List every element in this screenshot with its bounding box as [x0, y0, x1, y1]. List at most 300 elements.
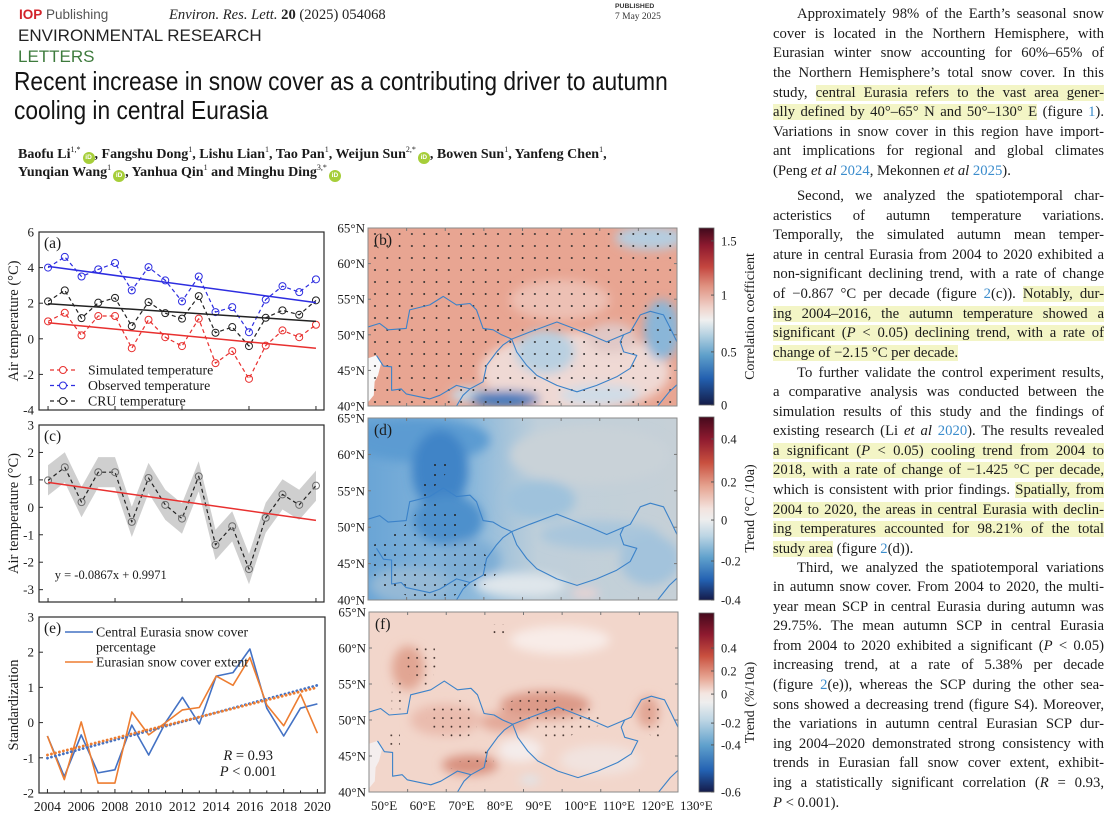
orcid-icon[interactable]: iD — [113, 170, 125, 182]
y-tick-label: 1 — [27, 679, 34, 695]
y-tick-label: -1 — [23, 527, 34, 543]
text-span: ing 2004–2020 demonstrated strong consistency with — [773, 735, 1104, 752]
author-name[interactable]: Weijun Sun — [335, 147, 406, 162]
legend-item — [50, 363, 213, 378]
annotation: R = 0.93 — [223, 747, 274, 764]
colorbar-tick-label: -0.4 — [721, 738, 741, 753]
legend-marker — [60, 398, 67, 405]
text-span: sons showed a decreasing trend (figure S4). Moreover, — [773, 696, 1104, 713]
legend — [65, 625, 249, 670]
affiliation-marker: 1 — [188, 145, 193, 154]
text-span: P — [1043, 637, 1053, 654]
data-point — [145, 316, 152, 323]
author-name[interactable]: Yanhua Qin — [131, 165, 204, 180]
colorbar-tick-label: -0.2 — [721, 716, 741, 731]
affiliation-marker: 1 — [265, 145, 270, 154]
colorbar-label: Trend (°C /10a) — [743, 464, 758, 553]
text-span: ing a statistically significant correlation ( — [773, 775, 1040, 792]
colorbar-tick-label: 1.5 — [721, 234, 737, 249]
text-span: trends in Eurasian fall snow cover extent, exhibit- — [773, 755, 1104, 772]
data-point — [179, 343, 186, 350]
y-tick-label: -2 — [23, 366, 34, 382]
lat-tick-label: 45°N — [337, 556, 365, 572]
trend-line — [48, 323, 316, 348]
lat-tick-label: 45°N — [337, 362, 365, 378]
highlighted-text: study area — [773, 540, 833, 557]
colorbar-label: Trend (%/10a) — [743, 661, 758, 744]
author-name[interactable]: Lishu Lian — [199, 147, 266, 162]
paragraph — [773, 187, 1104, 363]
affiliation-marker: 1 — [504, 145, 509, 154]
text-span: from 2004 to 2020 exhibited a significant ( — [773, 637, 1044, 654]
lat-tick-label: 60°N — [337, 446, 365, 462]
affiliation-marker: 1 — [203, 163, 208, 172]
text-line — [773, 617, 1104, 637]
author-separator: , — [429, 147, 437, 162]
author-separator: , — [603, 147, 607, 162]
colorbar-tick-label: 0.4 — [721, 641, 737, 656]
highlighted-text: < 0.05) declining trend, with a rate of — [855, 325, 1104, 342]
significance-stipple — [388, 734, 400, 750]
significance-stipple — [368, 228, 677, 406]
text-line — [773, 403, 1104, 423]
y-tick-label: -2 — [23, 554, 34, 570]
text-span: < 0.001). — [781, 794, 840, 811]
text-span: (figure — [1037, 104, 1089, 121]
legend-label: percentage — [96, 639, 156, 655]
lon-tick-label: 110°E — [602, 798, 635, 813]
legend-label: CRU temperature — [88, 393, 186, 409]
text-span: the variations in autumn central Eurasian SCP dur- — [773, 716, 1104, 733]
y-tick-label: 2 — [27, 444, 34, 460]
text-line — [773, 559, 1104, 579]
lon-tick-label: 50°E — [371, 798, 398, 813]
text-span: simulation results of this study and the findings of — [773, 403, 1104, 420]
text-line — [773, 142, 1104, 162]
trend-line — [48, 266, 316, 302]
x-tick-label: 2018 — [270, 799, 298, 813]
text-span: increasing trend, at a rate of 5.38% per decade — [773, 657, 1104, 674]
text-line — [773, 442, 1104, 462]
citation-link[interactable]: 2025 — [972, 162, 1003, 179]
legend-item — [65, 625, 249, 655]
colorbar-gradient — [699, 613, 714, 792]
data-point — [229, 324, 236, 331]
text-span: which is consistent with prior findings. — [773, 482, 1016, 499]
x-tick-label: 2016 — [236, 799, 264, 813]
colorbar-tick-label: 0.2 — [721, 475, 737, 490]
lat-tick-label: 40°N — [337, 398, 365, 414]
published-date: 7 May 2025 — [615, 12, 661, 22]
lat-tick-label: 60°N — [338, 640, 366, 656]
text-span: < 0.05) — [1052, 637, 1104, 654]
orcid-icon[interactable]: iD — [329, 170, 341, 182]
y-tick-label: 0 — [27, 331, 34, 347]
data-point — [128, 323, 135, 330]
significance-stipple — [489, 624, 506, 635]
text-span: (c)). — [990, 285, 1023, 302]
text-span: (Peng — [773, 162, 811, 179]
article-body — [773, 0, 1104, 813]
colorbar-tick-label: 0.2 — [721, 664, 737, 679]
text-span: Variations in snow cover in this region have import- — [773, 123, 1104, 140]
data-point — [61, 309, 68, 316]
text-line — [773, 187, 1104, 207]
text-line — [773, 637, 1104, 657]
data-point — [95, 299, 102, 306]
panel-label: (d) — [374, 422, 393, 439]
annotation: P < 0.001 — [219, 764, 277, 781]
author-name[interactable]: Bowen Sun — [436, 147, 505, 162]
text-span: (figure — [832, 540, 881, 557]
highlighted-text: < 0.05) cooling trend from 2004 to — [870, 442, 1104, 459]
text-line — [773, 578, 1104, 598]
lon-tick-label: 80°E — [486, 798, 514, 813]
orcid-icon[interactable]: iD — [83, 152, 95, 164]
text-line — [773, 501, 1104, 521]
colorbar-tick-label: 0 — [721, 687, 728, 702]
colorbar — [699, 228, 758, 413]
highlighted-text: ally defined by 40°–65° N and 50°–130° E — [773, 104, 1038, 121]
data-point — [296, 289, 303, 296]
text-line — [773, 481, 1104, 501]
panel-label: (b) — [374, 232, 393, 249]
text-span: (e)), whereas the SCP during the other sea- — [827, 677, 1104, 694]
text-span: Third, we analyzed the spatiotemporal variations — [797, 559, 1104, 576]
x-tick-label: 2004 — [33, 799, 61, 813]
text-span: ant implications for regional and global climates — [773, 143, 1104, 160]
lon-tick-label: 70°E — [448, 798, 475, 813]
author-name[interactable]: Yanfeng Chen — [514, 147, 600, 162]
text-span: the Northern Hemisphere’s total snow cover. In this — [773, 64, 1104, 81]
y-tick-label: 2 — [27, 295, 34, 311]
article-title-line: cooling in central Eurasia — [14, 95, 269, 125]
panel-b-correlation-map — [337, 221, 758, 414]
affiliation-marker: 2,* — [405, 145, 416, 154]
legend-item — [50, 378, 210, 393]
text-span: 29.75%. The mean autumn SCP in central Eurasia — [773, 618, 1104, 635]
text-line — [773, 324, 1104, 344]
panel-label: (c) — [44, 428, 62, 445]
x-tick-label: 2012 — [168, 799, 196, 813]
highlighted-text: central Eurasia refers to the vast area gener- — [815, 84, 1104, 101]
lat-tick-label: 60°N — [337, 256, 365, 272]
citation-link[interactable]: 2 — [880, 540, 888, 557]
data-point — [279, 307, 286, 314]
panel-label: (f) — [375, 616, 391, 633]
publisher-logo-text: Publishing — [42, 7, 109, 22]
y-axis-label: Air temperature (°C) — [6, 260, 22, 382]
data-point — [312, 276, 319, 283]
y-tick-label: -2 — [23, 785, 34, 801]
lat-tick-label: 65°N — [337, 410, 365, 426]
highlighted-text: P — [861, 442, 871, 459]
highlighted-text: ing 2004–2016, the autumn temperature showed a — [773, 305, 1104, 322]
text-span: year mean SCP in central Eurasia during autumn was — [773, 598, 1104, 615]
journal-name: ENVIRONMENTAL RESEARCH — [18, 26, 262, 45]
author-separator: , — [192, 147, 200, 162]
author-separator: , — [508, 147, 515, 162]
lat-tick-label: 55°N — [338, 676, 366, 692]
text-line — [773, 735, 1104, 755]
colorbar-label: Correlation coefficient — [743, 253, 758, 380]
publisher-logo-bold: IOP — [19, 7, 43, 22]
text-line — [773, 461, 1104, 481]
text-line — [773, 696, 1104, 716]
uncertainty-band — [48, 452, 316, 584]
data-point — [245, 375, 252, 382]
legend-label: Simulated temperature — [88, 362, 214, 378]
significance-stipple — [391, 680, 402, 709]
y-tick-label: -4 — [23, 402, 34, 418]
lat-tick-label: 65°N — [337, 220, 365, 236]
highlighted-text: P — [846, 325, 856, 342]
text-line — [773, 422, 1104, 442]
highlighted-text: change of −2.15 °C per decade. — [773, 344, 959, 361]
published-label: PUBLISHED — [615, 3, 655, 10]
affiliation-marker: 1,* — [70, 145, 81, 154]
author-separator: and — [207, 165, 238, 180]
y-tick-label: -1 — [23, 750, 34, 766]
highlighted-text: 2018, with a rate of change of −1.425 °C per decade, — [773, 462, 1104, 479]
author-name[interactable]: Minghu Ding — [237, 165, 317, 180]
highlighted-text: Spatially, from — [1015, 482, 1104, 499]
author-name[interactable]: Yunqian Wang — [18, 165, 108, 180]
x-tick-label: 2008 — [101, 799, 129, 813]
text-span: Approximately 98% of the Earth’s seasonal snow — [797, 6, 1104, 23]
text-span: , Mekonnen — [869, 162, 944, 179]
text-span: existing research (Li — [773, 423, 904, 440]
affiliation-marker: 1 — [599, 145, 604, 154]
data-point — [78, 332, 85, 339]
text-line — [773, 44, 1104, 64]
text-span: R — [1039, 775, 1049, 792]
y-axis-label: Air temperature (°C) — [6, 453, 22, 574]
y-tick-label: 3 — [27, 417, 34, 433]
data-point — [229, 304, 236, 311]
panel-label: (e) — [44, 620, 62, 637]
data-point — [312, 321, 319, 328]
x-tick-label: 2020 — [303, 799, 331, 813]
text-line — [773, 364, 1104, 384]
y-tick-label: 4 — [27, 260, 34, 276]
lat-tick-label: 50°N — [337, 519, 365, 535]
text-span: acteristics of autumn temperature variations. — [773, 207, 1104, 224]
series-line — [48, 257, 316, 332]
lat-tick-label: 50°N — [338, 712, 366, 728]
data-point — [296, 334, 303, 341]
plot-frame — [39, 617, 325, 793]
colorbar-tick-label: -0.2 — [721, 554, 741, 569]
citation-link[interactable]: 2 — [983, 285, 991, 302]
text-span: ). — [1002, 162, 1011, 179]
text-line — [773, 656, 1104, 676]
panel-label: (a) — [44, 235, 62, 252]
text-span: P — [773, 794, 782, 811]
paragraph — [773, 559, 1104, 813]
journal-abbrev: Environ. Res. Lett. — [169, 7, 278, 23]
affiliation-marker: 3,* — [316, 163, 327, 172]
text-line — [773, 25, 1104, 45]
y-axis-label: Standardization — [6, 659, 22, 751]
y-tick-label: 6 — [27, 224, 34, 240]
text-line — [773, 207, 1104, 227]
data-point — [128, 345, 135, 352]
lat-tick-label: 40°N — [338, 784, 366, 800]
colorbar-tick-label: 1 — [721, 288, 728, 303]
text-line — [773, 5, 1104, 25]
text-span: ). The results revealed — [967, 423, 1104, 440]
panel-e-snow-cover-chart — [6, 610, 331, 813]
highlighted-text: Notably, dur- — [1022, 285, 1105, 302]
text-line — [773, 676, 1104, 696]
author-separator: , — [125, 165, 132, 180]
article-title-line: Recent increase in snow cover as a contributing driver to autumn — [14, 66, 668, 96]
colorbar-tick-label: -0.6 — [721, 785, 741, 800]
legend-marker — [60, 367, 67, 374]
text-line — [773, 754, 1104, 774]
citation-link[interactable]: 1 — [1088, 104, 1096, 121]
author-separator: , — [269, 147, 276, 162]
citation-link[interactable]: 2 — [820, 677, 828, 694]
text-span: a comparative analysis was conducted between the — [773, 384, 1104, 401]
highlighted-text: significant ( — [773, 325, 847, 342]
x-tick-label: 2014 — [202, 799, 230, 813]
text-span: = 0.93, — [1048, 775, 1104, 792]
text-span: study, — [773, 84, 816, 101]
text-line — [773, 344, 1104, 364]
lon-tick-label: 90°E — [525, 798, 552, 813]
panel-a-air-temperature-chart — [6, 225, 324, 418]
text-span: in autumn snow cover. From 2004 to 2020, the multi- — [773, 579, 1104, 596]
text-line — [773, 162, 1104, 182]
y-tick-label: 0 — [27, 499, 34, 515]
text-line — [773, 715, 1104, 735]
colorbar-tick-label: 0 — [721, 513, 728, 528]
colorbar — [699, 613, 758, 800]
colorbar-gradient — [699, 228, 714, 405]
data-point — [245, 329, 252, 336]
text-line — [773, 64, 1104, 84]
lon-tick-label: 120°E — [641, 798, 675, 813]
lat-tick-label: 55°N — [337, 483, 365, 499]
highlighted-text: 2004 to 2020, the areas in central Eurasia with declin- — [773, 501, 1104, 518]
orcid-icon[interactable]: iD — [418, 152, 430, 164]
legend — [50, 363, 213, 409]
colorbar-tick-label: 0 — [721, 398, 728, 413]
text-span: Second, we analyzed the spatiotemporal char- — [797, 188, 1104, 204]
author-separator: , — [94, 147, 102, 162]
legend-item — [65, 655, 248, 670]
text-span: Eurasian winter snow accounting for 60%–65% of — [773, 45, 1104, 62]
data-point — [61, 253, 68, 260]
lat-tick-label: 45°N — [338, 748, 366, 764]
text-span: (d)). — [887, 540, 914, 557]
author-name[interactable]: Fangshu Dong — [101, 147, 189, 162]
text-span: (figure — [773, 677, 821, 694]
map-overlay — [368, 228, 677, 406]
panel-c-simulated-temperature-chart — [6, 418, 324, 603]
text-line — [773, 774, 1104, 794]
journal-volume: 20 — [277, 7, 300, 23]
paragraph — [773, 5, 1104, 181]
y-tick-label: 1 — [27, 472, 34, 488]
text-span: et al — [943, 162, 970, 179]
text-span: et al — [810, 162, 837, 179]
lat-tick-label: 65°N — [338, 604, 366, 620]
legend-label: Observed temperature — [88, 378, 211, 393]
lat-tick-label: 55°N — [337, 291, 365, 307]
affiliation-marker: 1 — [324, 145, 329, 154]
journal-name-letters: LETTERS — [18, 47, 95, 66]
text-line — [773, 540, 1104, 560]
data-point — [61, 287, 68, 294]
text-span: To further validate the control experiment results, — [797, 364, 1104, 381]
text-line — [773, 265, 1104, 285]
lon-tick-label: 130°E — [680, 798, 713, 813]
annotation: y = -0.0867x + 0.9971 — [54, 568, 167, 583]
text-line — [773, 103, 1104, 123]
colorbar-tick-label: -0.4 — [721, 593, 741, 608]
highlighted-text: ing temperatures accounted for 98.21% of the total — [773, 521, 1104, 538]
text-span: non-significant declining trend, with a rate of change — [773, 266, 1104, 283]
colorbar-tick-label: 0.5 — [721, 345, 737, 360]
text-span: et al — [904, 423, 932, 440]
x-tick-label: 2010 — [135, 799, 163, 813]
legend-item — [50, 394, 186, 409]
journal-year-article: (2025) 054068 — [299, 7, 386, 23]
text-line — [773, 794, 1104, 813]
text-line — [773, 598, 1104, 618]
text-line — [773, 285, 1104, 305]
lon-tick-label: 60°E — [409, 798, 436, 813]
data-point — [112, 259, 119, 266]
text-line — [773, 226, 1104, 246]
text-line — [773, 383, 1104, 403]
lon-tick-label: 100°E — [564, 798, 597, 813]
colorbar — [699, 417, 758, 608]
author-separator: , — [328, 147, 336, 162]
text-span: Temporally, the simulated autumn mean temper- — [773, 227, 1104, 244]
paragraph — [773, 364, 1104, 560]
text-span: ). — [1095, 104, 1104, 121]
y-tick-label: 3 — [27, 609, 34, 625]
colorbar-gradient — [699, 417, 714, 600]
text-line — [773, 84, 1104, 104]
text-span: of −0.867 °C per decade (figure — [773, 285, 984, 302]
x-tick-label: 2006 — [67, 799, 95, 813]
text-span: cover is located in the Northern Hemisphere, with — [773, 25, 1104, 42]
highlighted-text: a significant ( — [773, 442, 862, 459]
lat-tick-label: 40°N — [337, 592, 365, 608]
legend-label: Central Eurasia snow cover — [96, 624, 249, 640]
citation-link[interactable]: 2020 — [937, 423, 968, 440]
legend-label: Eurasian snow cover extent — [96, 654, 249, 670]
y-tick-label: 0 — [27, 715, 34, 731]
author-name[interactable]: Tao Pan — [275, 147, 325, 162]
citation-link[interactable]: 2024 — [840, 162, 870, 179]
y-tick-label: -3 — [23, 582, 34, 598]
text-line — [773, 246, 1104, 266]
text-line — [773, 305, 1104, 325]
author-name[interactable]: Baofu Li — [18, 147, 71, 162]
legend-marker — [60, 382, 67, 389]
y-tick-label: 2 — [27, 644, 34, 660]
text-span: ature in central Eurasia from 2004 to 2020 exhibited a — [773, 246, 1104, 263]
colorbar-tick-label: 0.4 — [721, 432, 737, 447]
affiliation-marker: 1 — [107, 163, 112, 172]
lat-tick-label: 50°N — [337, 327, 365, 343]
